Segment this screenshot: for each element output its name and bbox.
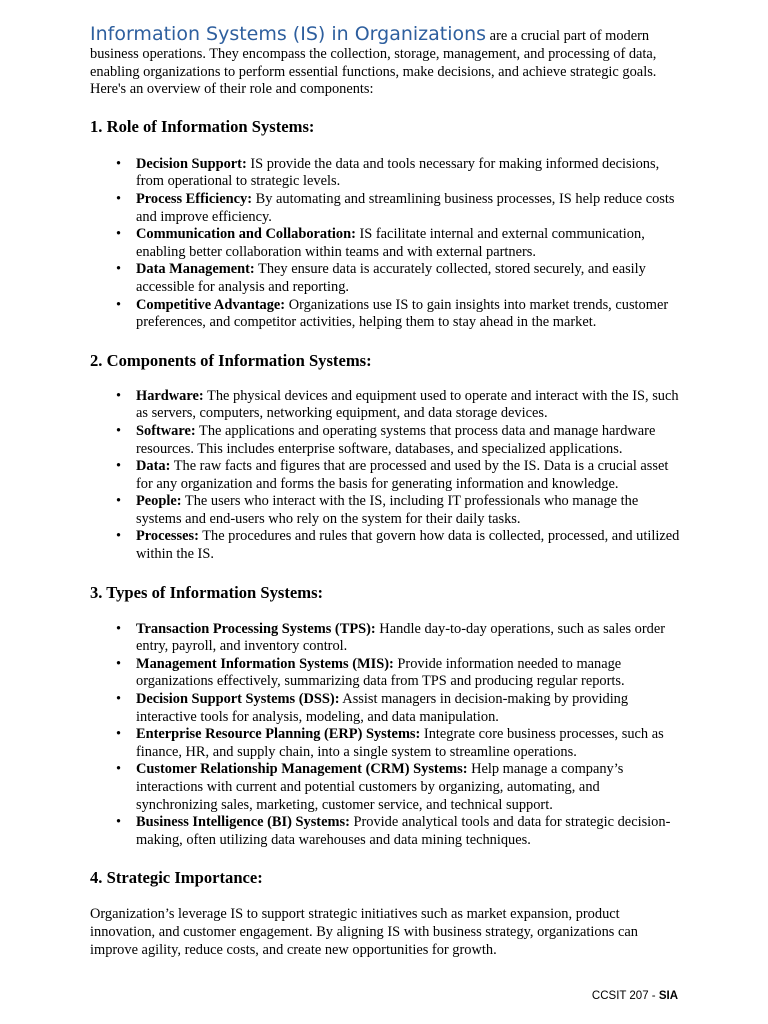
section-heading-components: 2. Components of Information Systems: [90,350,372,370]
role-list [90,156,682,332]
list-item-term: Customer Relationship Management (CRM) Systems: [136,761,468,778]
footer-code: SIA [658,990,678,1002]
footer-course: CCSIT 207 - [591,990,659,1002]
intro-text: are a crucial part of modern business operations. They encompass the collection, storage, management, and processing of data, enabling organizations to perform essential functions, make decisions, and achieve strategic goals. Here's an overview of their role and components: [90,28,657,98]
list-item-term: Decision Support: [136,155,247,172]
document-page [90,22,682,959]
list-item-text: Handle day-to-day operations, such as sales order entry, payroll, and inventory control. [136,620,666,655]
document-title: Information Systems (IS) in Organizations [90,23,487,45]
list-item-term: Enterprise Resource Planning (ERP) Systems: [136,726,421,743]
list-item-text: The raw facts and figures that are processed and used by the IS. Data is a crucial asset for any organization and forms the basis for generating information and knowledge. [136,458,669,492]
list-item [136,814,682,849]
list-item [136,458,682,493]
list-item-term: Data: [136,458,171,475]
list-item [136,691,682,726]
list-item-term: Communication and Collaboration: [136,226,356,243]
list-item [136,423,682,458]
components-list [90,388,682,564]
list-item [136,656,682,691]
list-item-term: Business Intelligence (BI) Systems: [136,814,350,831]
list-item-text: Assist managers in decision-making by providing interactive tools for analysis, modeling, and data manipulation. [136,691,629,725]
list-item [136,297,682,332]
list-item-text: The users who interact with the IS, including IT professionals who manage the systems and end-users who rely on the system for their daily tasks. [136,493,639,527]
list-item-term: Hardware: [136,387,204,404]
list-item-term: Processes: [136,528,199,545]
list-item-term: Management Information Systems (MIS): [136,655,394,672]
list-item-term: Transaction Processing Systems (TPS): [136,620,376,637]
list-item-text: The applications and operating systems that process data and manage hardware resources. This includes enterprise software, databases, and specialized applications. [136,422,656,457]
list-item-term: Competitive Advantage: [136,296,286,313]
list-item [136,621,682,656]
list-item [136,191,682,226]
page-footer [592,990,678,1002]
list-item-text: Provide information needed to manage organizations effectively, summarizing data from TPS and producing regular reports. [136,655,625,690]
list-item-term: Decision Support Systems (DSS): [136,691,340,708]
list-item [136,726,682,761]
list-item [136,261,682,296]
list-item-text: IS facilitate internal and external communication, enabling better collaboration within teams and with external partners. [136,226,645,260]
list-item-text: IS provide the data and tools necessary for making informed decisions, from operational to strategic levels. [136,155,660,190]
list-item-text: The procedures and rules that govern how data is collected, processed, and utilized within the IS. [136,528,680,563]
strategic-paragraph: Organization’s leverage IS to support strategic initiatives such as market expansion, product innovation, and customer engagement. By aligning IS with business strategy, organizations can improve agility, reduce costs, and create new opportunities for growth. [90,906,638,958]
section-heading-types: 3. Types of Information Systems: [90,582,324,602]
list-item [136,388,682,423]
list-item-text: Integrate core business processes, such as finance, HR, and supply chain, into a single system to streamline operations. [136,726,664,760]
list-item-text: Provide analytical tools and data for strategic decision-making, often utilizing data warehouses and data mining techniques. [136,814,671,848]
list-item-term: Software: [136,422,196,439]
list-item-text: By automating and streamlining business processes, IS help reduce costs and improve efficiency. [136,190,675,225]
list-item-text: The physical devices and equipment used to operate and interact with the IS, such as servers, computers, networking equipment, and data storage devices. [136,387,679,422]
types-list [90,621,682,850]
section-heading-strategic: 4. Strategic Importance: [90,868,263,888]
list-item [136,493,682,528]
list-item-text: Help manage a company’s interactions with current and potential customers by organizing, automating, and synchronizing sales, marketing, customer service, and technical support. [136,761,624,813]
list-item [136,528,682,563]
section-heading-role: 1. Role of Information Systems: [90,116,315,136]
list-item [136,156,682,191]
list-item-text: Organizations use IS to gain insights into market trends, customer preferences, and competitor activities, helping them to stay ahead in the market. [136,296,669,331]
list-item [136,761,682,814]
list-item-text: They ensure data is accurately collected, stored securely, and easily accessible for analysis and reporting. [136,261,646,295]
intro-paragraph [90,22,682,99]
list-item-term: Data Management: [136,261,255,278]
list-item-term: People: [136,493,182,510]
list-item-term: Process Efficiency: [136,190,253,207]
list-item [136,226,682,261]
